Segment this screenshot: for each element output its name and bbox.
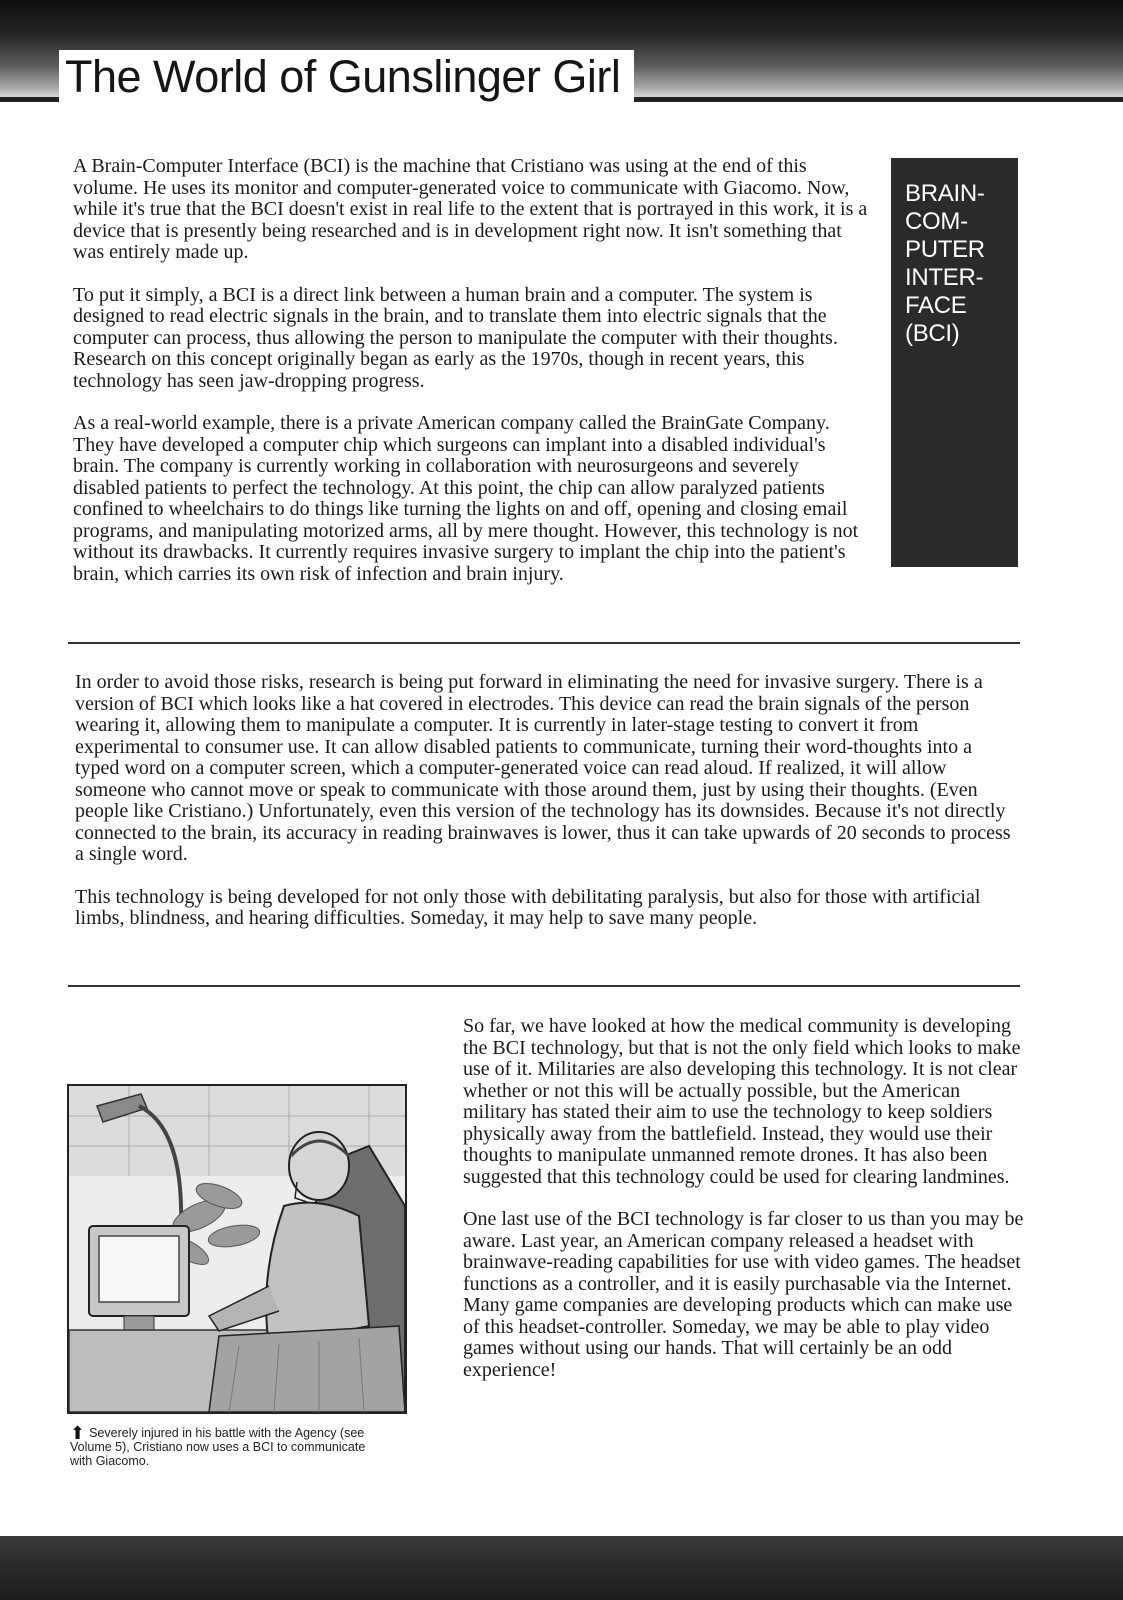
topic-sidebar <box>891 158 1018 567</box>
divider <box>68 985 1020 987</box>
manga-illustration <box>67 1084 407 1414</box>
section-bci-intro <box>73 156 868 606</box>
paragraph: This technology is being developed for not only those with debilitating paralysis, but also for those with artificial limbs, blindness, and hearing difficulties. Someday, it may help to save many people. <box>75 885 981 929</box>
paragraph: So far, we have looked at how the medical community is developing the BCI technology, but that is not the only field which looks to make use of it. Militaries are also developing this technology. It is not clear whether or not this will be actually possible, but the American military has stated their aim to use the technology to keep soldiers physically away from the battlefield. Instead, they would use their thoughts to manipulate unmanned remote drones. It has also been suggested that this technology could be used for clearing landmines. <box>463 1015 1021 1188</box>
caption-text: Severely injured in his battle with the Agency (see Volume 5), Cristiano now uses a BCI to communicate with Giacomo. <box>70 1426 366 1468</box>
page-title: The World of Gunslinger Girl <box>65 51 621 102</box>
paragraph: In order to avoid those risks, research is being put forward in eliminating the need for invasive surgery. There is a version of BCI which looks like a hat covered in electrodes. This device can read the brain signals of the person wearing it, allowing them to manipulate a computer. It is currently in later-stage testing to convert it from experimental to consumer use. It can allow disabled patients to communicate, turning their word-thoughts into a typed word on a computer screen, which a computer-generated voice can read aloud. If realized, it will allow someone who cannot move or speak to communicate with those around them, just by using their thoughts. (Even people like Cristiano.) Unfortunately, even this version of the technology has its downsides. Because it's not directly connected to the brain, its accuracy in reading brainwaves is lower, thus it can take upwards of 20 seconds to process a single word. <box>75 671 1011 865</box>
sidebar-label: BRAIN- COM- PUTER INTER- FACE (BCI) <box>905 180 985 347</box>
title-box <box>59 50 634 103</box>
section-military-games <box>463 1016 1028 1402</box>
footer-band <box>0 1536 1123 1600</box>
paragraph: To put it simply, a BCI is a direct link between a human brain and a computer. The system is designed to read electric signals in the brain, and to translate them into electric signals that the computer can process, thus allowing the person to manipulate the computer with their thoughts. Research on this concept originally began as early as the 1970s, though in recent years, this technology has seen jaw-dropping progress. <box>73 283 838 392</box>
illustration-caption <box>70 1423 390 1468</box>
cristiano-bci-illustration <box>69 1086 405 1412</box>
section-non-invasive <box>75 672 1020 951</box>
title-rule-left <box>0 97 60 102</box>
divider <box>68 642 1020 644</box>
arrow-up-icon: ⬆ <box>70 1423 86 1443</box>
paragraph: As a real-world example, there is a private American company called the BrainGate Company. They have developed a computer chip which surgeons can implant into a disabled individual's brain. The company is currently working in collaboration with neurosurgeons and severely disabled patients to perfect the technology. At this point, the chip can allow paralyzed patients confined to wheelchairs to do things like turning the lights on and off, opening and closing email programs, and manipulating motorized arms, all by mere thought. However, this technology is not without its drawbacks. It currently requires invasive surgery to implant the chip into the patient's brain, which carries its own risk of infection and brain injury. <box>73 412 859 585</box>
paragraph: A Brain-Computer Interface (BCI) is the machine that Cristiano was using at the end of this volume. He uses its monitor and computer-generated voice to communicate with Giacomo. Now, while it's true that the BCI doesn't exist in real life to the extent that is portrayed in this work, it is a device that is presently being researched and is in development right now. It isn't something that was entirely made up. <box>73 155 868 263</box>
title-rule-right <box>620 97 1123 102</box>
paragraph: One last use of the BCI technology is far closer to us than you may be aware. Last year, an American company released a headset with brainwave-reading capabilities for use with video games. The headset functions as a controller, and it is easily purchasable via the Internet. Many game companies are developing products which can make use of this headset-controller. Someday, we may be able to play video games without using our hands. That will certainly be an odd experience! <box>463 1208 1024 1381</box>
